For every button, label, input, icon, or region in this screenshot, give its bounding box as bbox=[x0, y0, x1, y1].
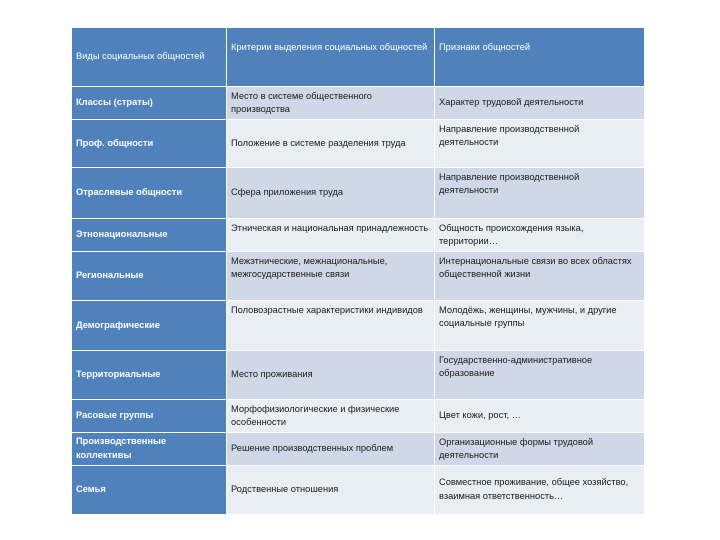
table-row bbox=[72, 432, 645, 465]
table-cell-features: Совместное проживание, общее хозяйство, взаимная ответственность… bbox=[435, 465, 645, 514]
table-cell-criteria: Положение в системе разделения труда bbox=[227, 120, 435, 168]
row-label: Территориальные bbox=[72, 350, 227, 399]
row-label: Этнонациональные bbox=[72, 219, 227, 252]
table-row bbox=[72, 120, 645, 168]
communities-table bbox=[71, 27, 645, 515]
table-cell-features: Молодёжь, женщины, мужчины, и другие социальные группы bbox=[435, 300, 645, 350]
table-cell-criteria: Место в системе общественного производства bbox=[227, 87, 435, 120]
table-row bbox=[72, 350, 645, 399]
table-cell-features: Цвет кожи, рост, … bbox=[435, 399, 645, 432]
header-cell-types: Виды социальных общностей bbox=[72, 28, 227, 87]
table-cell-criteria: Решение производственных проблем bbox=[227, 432, 435, 465]
table-cell-criteria: Этническая и национальная принадлежность bbox=[227, 219, 435, 252]
table-cell-features: Интернациональные связи во всех областях общественной жизни bbox=[435, 251, 645, 300]
row-label: Отраслевые общности bbox=[72, 168, 227, 219]
row-label: Демографические bbox=[72, 300, 227, 350]
table-cell-criteria: Половозрастные характеристики индивидов bbox=[227, 300, 435, 350]
table-cell-features: Организационные формы трудовой деятельности bbox=[435, 432, 645, 465]
table-cell-criteria: Место проживания bbox=[227, 350, 435, 399]
row-label: Классы (страты) bbox=[72, 87, 227, 120]
table-row bbox=[72, 219, 645, 252]
table-row bbox=[72, 465, 645, 514]
row-label: Региональные bbox=[72, 251, 227, 300]
table-cell-criteria: Родственные отношения bbox=[227, 465, 435, 514]
header-cell-criteria: Критерии выделения социальных общностей bbox=[227, 28, 435, 87]
table-row bbox=[72, 251, 645, 300]
row-label: Производственные коллективы bbox=[72, 432, 227, 465]
table-cell-criteria: Морфофизиологические и физические особенности bbox=[227, 399, 435, 432]
table-cell-features: Общность происхождения языка, территории… bbox=[435, 219, 645, 252]
table-row bbox=[72, 168, 645, 219]
row-label: Расовые группы bbox=[72, 399, 227, 432]
row-label: Проф. общности bbox=[72, 120, 227, 168]
table-row bbox=[72, 399, 645, 432]
table-row bbox=[72, 300, 645, 350]
table-cell-features: Государственно-административное образование bbox=[435, 350, 645, 399]
table-cell-features: Направление производственной деятельности bbox=[435, 120, 645, 168]
table-cell-criteria: Сфера приложения труда bbox=[227, 168, 435, 219]
table-cell-features: Характер трудовой деятельности bbox=[435, 87, 645, 120]
header-row bbox=[72, 28, 645, 87]
table-row bbox=[72, 87, 645, 120]
row-label: Семья bbox=[72, 465, 227, 514]
table-cell-features: Направление производственной деятельности bbox=[435, 168, 645, 219]
header-cell-features: Признаки общностей bbox=[435, 28, 645, 87]
table-cell-criteria: Межэтнические, межнациональные, межгосударственные связи bbox=[227, 251, 435, 300]
